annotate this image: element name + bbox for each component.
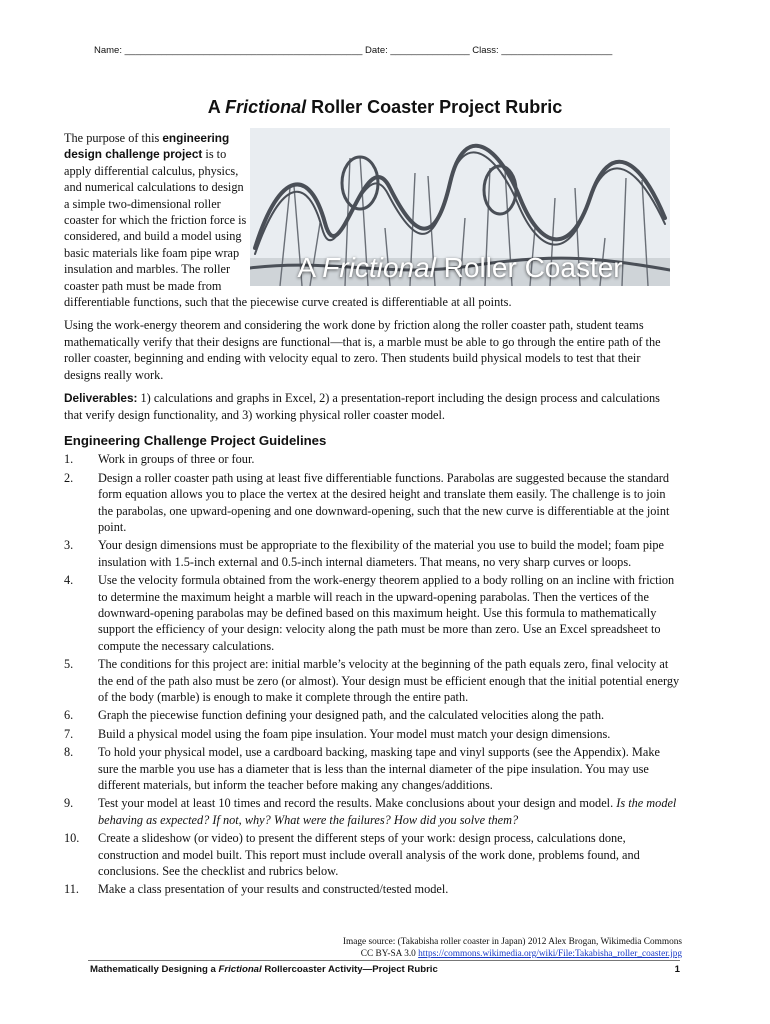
- page-number: 1: [674, 964, 680, 975]
- guideline-text: Test your model at least 10 times and record the results. Make conclusions about your design and model.: [98, 796, 617, 811]
- guideline-item: [64, 451, 680, 467]
- paragraph-work-energy: Using the work-energy theorem and considering the work done by friction along the roller coaster path, student teams mathematically verify that their designs are functional—that is, a marble must be able to go through the entire path of the roller coaster, beginning and ending with velocity equal to zero. Then students build physical models to test that their designs really work.: [64, 318, 661, 382]
- date-blank: _______________: [390, 45, 470, 56]
- title-italic: Frictional: [225, 97, 307, 117]
- guideline-item: [64, 656, 680, 705]
- header-fields: [94, 45, 684, 56]
- name-blank: _____________________________________________: [124, 45, 363, 56]
- intro-bold: engineering design challenge project: [64, 131, 230, 162]
- guideline-text: Graph the piecewise function defining your designed path, and the calculated velocities along the path.: [98, 708, 605, 723]
- name-label: Name:: [94, 45, 122, 56]
- guideline-text: Work in groups of three or four.: [98, 452, 255, 467]
- class-blank: _____________________: [501, 45, 613, 56]
- guideline-number: 11.: [64, 882, 79, 897]
- guideline-text: Build a physical model using the foam pipe insulation. Your model must match your design dimensions.: [98, 726, 611, 741]
- guideline-text: Make a class presentation of your results and constructed/tested model.: [98, 882, 449, 897]
- image-source-line2: CC BY-SA 3.0 https://commons.wikimedia.org/wiki/File:Takabisha_roller_coaster.jpg: [360, 949, 682, 959]
- class-label: Class:: [472, 45, 499, 56]
- guideline-number: 2.: [64, 470, 74, 485]
- deliverables-paragraph: Deliverables: 1) calculations and graphs in Excel, 2) a presentation-report including the design process and calculations that verify design functionality, and 3) working physical roller coaster model.: [64, 391, 660, 422]
- guideline-number: 8.: [64, 745, 74, 760]
- guideline-item: [64, 537, 680, 570]
- guideline-text: Create a slideshow (or video) to present the different steps of your work: design process, calculations done, construction and model built. This report must include overall analysis of the work done, problems found, and conclusions. See the checklist and rubrics below.: [98, 831, 640, 879]
- guideline-number: 1.: [64, 452, 74, 467]
- document-body: [64, 130, 680, 900]
- guideline-item: [64, 830, 680, 879]
- guidelines-heading: Engineering Challenge Project Guidelines: [64, 432, 327, 448]
- intro-paragraph: The purpose of this engineering design challenge project is to apply differential calculus, physics, and numerical calculations to design a simple two-dimensional roller coaster for which the friction force is considered, and build a model using basic materials like foam pipe wrap insulation and marbles. The roller coaster path must be made from differentiable functions, such that the piecewise curve created is differentiable at all points.: [64, 130, 680, 310]
- guideline-item: [64, 744, 680, 793]
- image-source-link[interactable]: https://commons.wikimedia.org/wiki/File:Takabisha_roller_coaster.jpg: [418, 949, 682, 959]
- footer-divider: [88, 960, 680, 961]
- guideline-text: The conditions for this project are: initial marble’s velocity at the beginning of the path equals zero, final velocity at the end of the path also must be zero (or almost). Your design must be efficient enough that the initial potential energy of the body (marble) is enough to make it complete through the entire path.: [98, 657, 680, 704]
- guideline-item: [64, 470, 680, 536]
- footer-italic: Frictional: [218, 964, 262, 975]
- guideline-number: 7.: [64, 726, 74, 741]
- guideline-text: Use the velocity formula obtained from the work-energy theorem applied to a body rolling on an incline with friction to determine the maximum height a marble will reach in the upward-opening parabolas. Then the vertices of the downward-opening parabolas may be defined based on this maximum height. Use this formula to mathematically support the efficiency of your design: velocity along the path must be more than zero. Use an Excel spreadsheet to compute the necessary calculations.: [98, 573, 675, 653]
- guideline-item: [64, 707, 680, 723]
- deliverables-label: Deliverables:: [64, 391, 138, 406]
- page-footer: Mathematically Designing a Frictional Rollercoaster Activity—Project Rubric 1: [90, 964, 680, 975]
- date-label: Date:: [365, 45, 388, 56]
- guidelines-list: [64, 451, 680, 898]
- photo-spacer: [252, 130, 684, 284]
- guideline-number: 6.: [64, 708, 74, 723]
- image-source-line1: Image source: (Takabisha roller coaster in Japan) 2012 Alex Brogan, Wikimedia Commons: [342, 937, 682, 947]
- guideline-item: [64, 572, 680, 654]
- photo-caption: A Frictional Roller Coaster: [297, 252, 623, 283]
- guideline-number: 5.: [64, 657, 74, 672]
- guideline-number: 9.: [64, 796, 74, 811]
- image-source: [180, 936, 682, 960]
- guideline-item: [64, 795, 680, 828]
- guideline-questions: Is the model behaving as expected? If not, why? What were the failures? How did you solve them?: [98, 796, 677, 827]
- guideline-item: [64, 881, 680, 897]
- guideline-text: Design a roller coaster path using at least five differentiable functions. Parabolas are suggested because the standard form equation allows you to place the vertex at the desired height and translate them easily. The challenge is to join the parabolas, one upward-opening and one downward-opening, such that the new curve is differentiable at the joint point.: [98, 470, 670, 534]
- guideline-number: 4.: [64, 573, 74, 588]
- page-title: A Frictional Roller Coaster Project Rubric: [207, 97, 563, 117]
- guideline-text: Your design dimensions must be appropriate to the flexibility of the material you use to build the model; foam pipe insulation with 1.5-inch external and 0.5-inch internal diameters. That means, no very sharp curves or loops.: [98, 538, 665, 569]
- guideline-text: To hold your physical model, use a cardboard backing, masking tape and vinyl supports (see the Appendix). Make sure the marble you use has a diameter that is less than the internal diameter of the pipe insulation. You may use different materials, but inform the teacher before making any changes/additions.: [98, 745, 660, 793]
- guideline-number: 10.: [64, 831, 80, 846]
- guideline-item: [64, 726, 680, 742]
- guideline-number: 3.: [64, 538, 74, 553]
